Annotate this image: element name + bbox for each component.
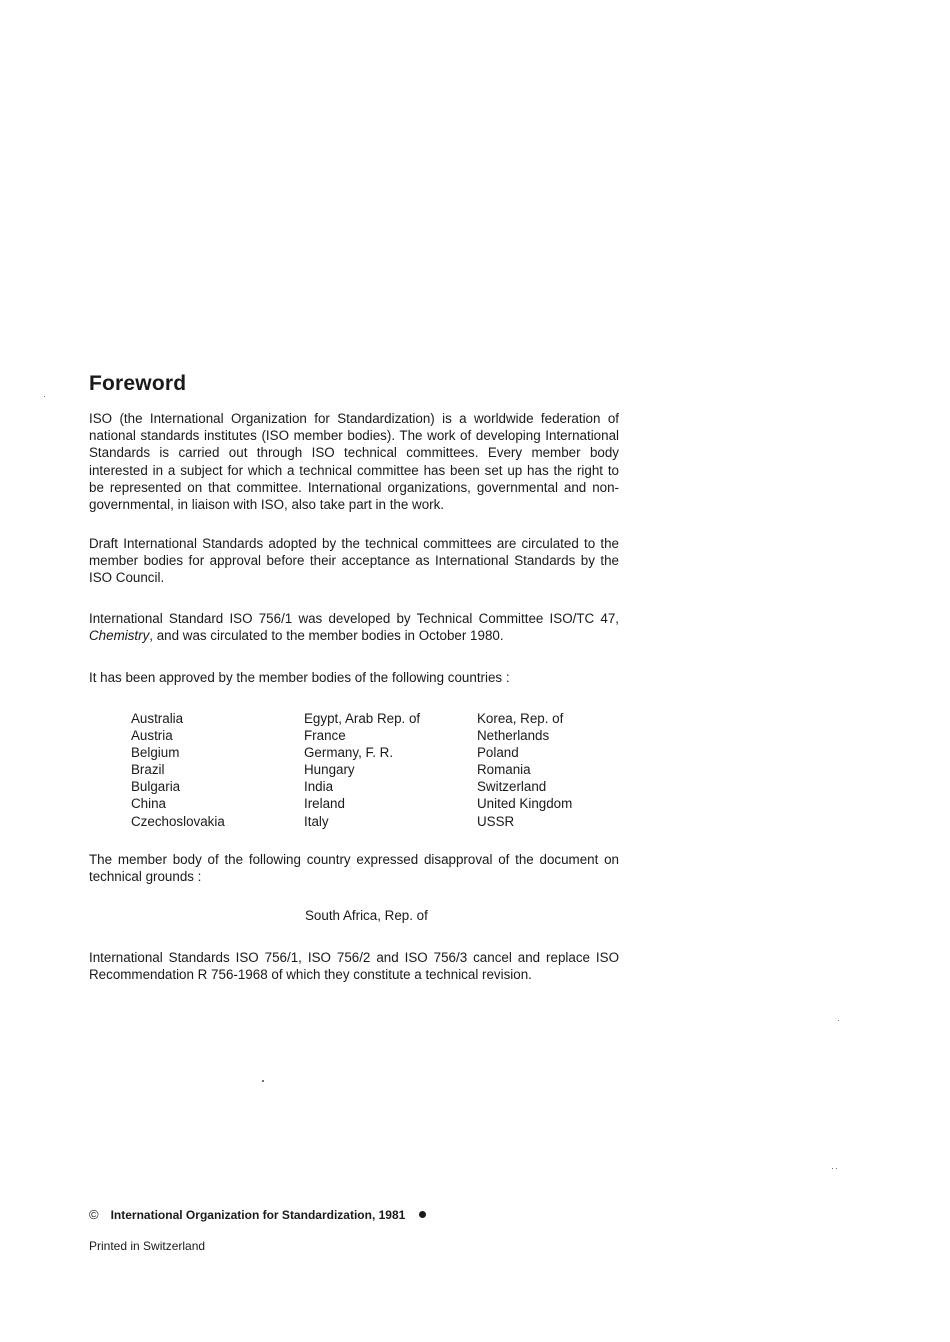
country-item: Korea, Rep. of xyxy=(477,711,564,726)
country-column-3 xyxy=(477,710,650,830)
country-item: Belgium xyxy=(131,745,180,761)
paragraph-disapproval: The member body of the following country expressed disapproval of the document on technical grounds : xyxy=(89,852,619,885)
country-item: Hungary xyxy=(304,762,355,778)
scan-speck xyxy=(838,1020,839,1021)
paragraph-development xyxy=(89,610,619,644)
country-item: Switzerland xyxy=(477,779,547,795)
copyright-notice xyxy=(89,1207,426,1222)
scan-speck xyxy=(262,1080,264,1082)
copyright-text: International Organization for Standardization, 1981 xyxy=(110,1207,406,1222)
approving-countries-list xyxy=(131,710,650,830)
country-item: Brazil xyxy=(131,762,165,778)
country-item: Poland xyxy=(477,745,519,761)
printed-location: Printed in Switzerland xyxy=(89,1239,206,1253)
country-item: Australia xyxy=(131,711,184,726)
country-item: France xyxy=(304,728,346,744)
country-column-1 xyxy=(131,710,304,830)
country-item: Austria xyxy=(131,728,173,744)
scan-speck xyxy=(44,396,45,397)
bullet-dot-icon xyxy=(419,1211,426,1218)
paragraph-approval: It has been approved by the member bodies of the following countries : xyxy=(89,670,510,685)
country-column-2 xyxy=(304,710,477,830)
paragraph-revision: International Standards ISO 756/1, ISO 756/2 and ISO 756/3 cancel and replace ISO Recommendation R 756-1968 of which they constitute a technical revision. xyxy=(89,950,619,983)
country-item: Romania xyxy=(477,762,531,778)
country-item: Italy xyxy=(304,813,329,829)
country-item: Netherlands xyxy=(477,728,550,744)
country-item: Bulgaria xyxy=(131,779,181,795)
country-item: USSR xyxy=(477,813,515,829)
paragraph-iso-intro: ISO (the International Organization for Standardization) is a worldwide federation of national standards institutes (ISO member bodies). The work of developing International Standards is carried out through ISO technical committees. Every member body interested in a subject for which a technical committee has been set up has the right to be represented on that committee. International organizations, governmental and non-governmental, in liaison with ISO, also take part in the work. xyxy=(89,411,619,513)
paragraph-draft-standards: Draft International Standards adopted by the technical committees are circulated to the member bodies for approval before their acceptance as International Standards by the ISO Council. xyxy=(89,536,619,586)
scan-speck xyxy=(836,1168,837,1169)
country-item: Czechoslovakia xyxy=(131,813,225,829)
country-item: India xyxy=(304,779,334,795)
committee-name: Chemistry xyxy=(89,628,150,644)
country-item: United Kingdom xyxy=(477,796,573,812)
country-item: Germany, F. R. xyxy=(304,745,394,761)
scan-speck xyxy=(832,1168,833,1169)
country-item: Ireland xyxy=(304,796,345,812)
disapproving-country: South Africa, Rep. of xyxy=(305,908,428,923)
development-text-end: , and was circulated to the member bodies in October 1980. xyxy=(149,628,504,644)
copyright-icon: © xyxy=(89,1207,99,1222)
page-title: Foreword xyxy=(89,372,187,395)
country-item: China xyxy=(131,796,166,812)
development-text-start: International Standard ISO 756/1 was developed by Technical Committee ISO/TC 47, xyxy=(89,611,619,626)
country-item: Egypt, Arab Rep. of xyxy=(304,711,421,726)
